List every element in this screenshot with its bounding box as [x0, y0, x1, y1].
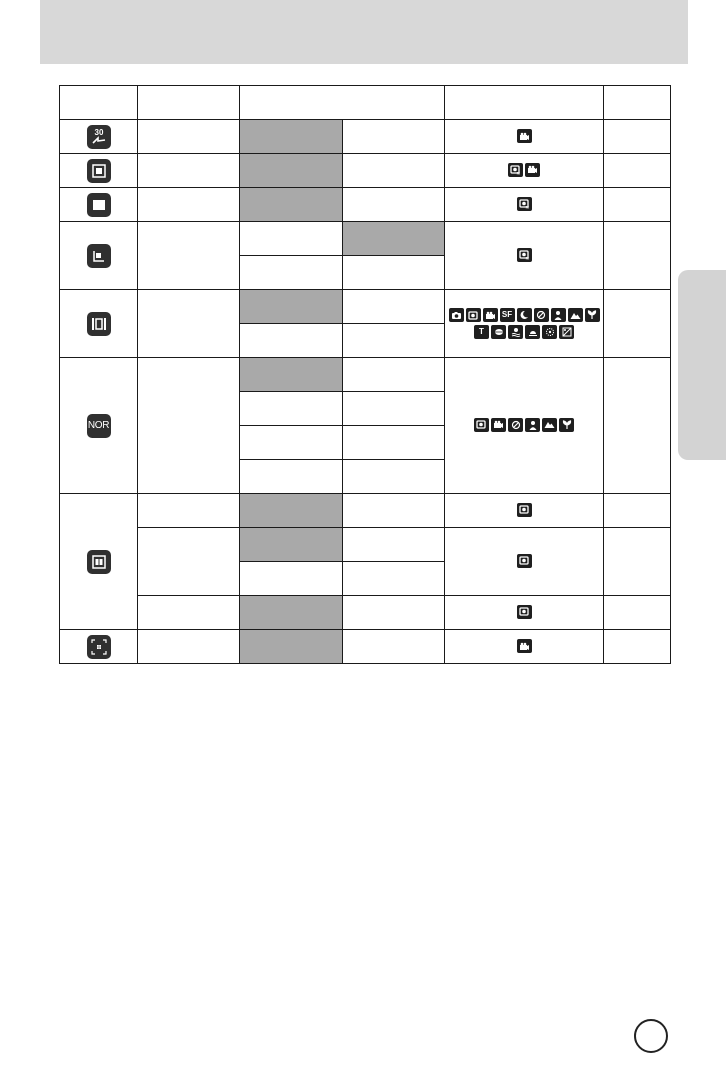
composite-frame-icon: [87, 550, 111, 574]
side-tab: [678, 270, 726, 460]
svg-text:30: 30: [94, 127, 103, 137]
manual-mode-icon: [517, 197, 532, 211]
portrait-mode-icon: [525, 418, 540, 432]
food-mode-icon: [491, 325, 506, 339]
sunset-mode-icon: [525, 325, 540, 339]
corner-frame-icon: [87, 244, 111, 268]
table-row: [60, 528, 671, 562]
svg-text:M: M: [525, 204, 529, 210]
table-row: [60, 222, 671, 256]
table-row: [60, 290, 671, 324]
nor-quality-icon: NOR: [87, 414, 111, 438]
program-mode-icon: [534, 308, 549, 322]
page-number-circle: [634, 1019, 668, 1053]
manual-mode-icon: [474, 418, 489, 432]
movie-mode-icon: [483, 308, 498, 322]
svg-text:M: M: [525, 255, 529, 261]
header-band: [40, 0, 688, 64]
table-header-row: [60, 86, 671, 120]
manual-mode-icon: [517, 248, 532, 262]
frame-icon: [87, 159, 111, 183]
header-cell: [138, 86, 240, 120]
svg-text:M: M: [516, 170, 520, 176]
macro-mode-icon: [559, 418, 574, 432]
header-cell: [240, 86, 445, 120]
square-frame-icon: [87, 193, 111, 217]
movie-mode-icon: [491, 418, 506, 432]
header-cell: [445, 86, 604, 120]
fireworks-mode-icon: [542, 325, 557, 339]
manual-mode-icon: [517, 503, 532, 517]
sf-mode-icon: SF: [500, 308, 515, 322]
table-row: [60, 596, 671, 630]
table-row: [60, 630, 671, 664]
header-cell: [60, 86, 138, 120]
table-row: [60, 358, 671, 392]
bracket-icon: [87, 312, 111, 336]
movie-mode-icon: [517, 129, 532, 143]
header-cell: [604, 86, 671, 120]
table-row: [60, 154, 671, 188]
focus-area-icon: [87, 635, 111, 659]
movie-mode-icon: [525, 163, 540, 177]
text-mode-icon: T: [474, 325, 489, 339]
macro-mode-icon: [585, 308, 600, 322]
portrait-mode-icon: [551, 308, 566, 322]
manual-mode-icon: [517, 605, 532, 619]
manual-mode-icon: [508, 163, 523, 177]
manual-mode-icon: [517, 554, 532, 568]
program-mode-icon: [508, 418, 523, 432]
beach-mode-icon: [508, 325, 523, 339]
table-row: [60, 120, 671, 154]
settings-table: [59, 85, 671, 664]
table-row: [60, 188, 671, 222]
table-row: [60, 494, 671, 528]
landscape-mode-icon: [568, 308, 583, 322]
landscape-mode-icon: [542, 418, 557, 432]
auto-mode-icon: [449, 308, 464, 322]
movie-mode-icon: [517, 639, 532, 653]
manual-mode-icon: [466, 308, 481, 322]
30fps-movie-icon: [87, 125, 111, 149]
backlight-mode-icon: [559, 325, 574, 339]
night-mode-icon: [517, 308, 532, 322]
